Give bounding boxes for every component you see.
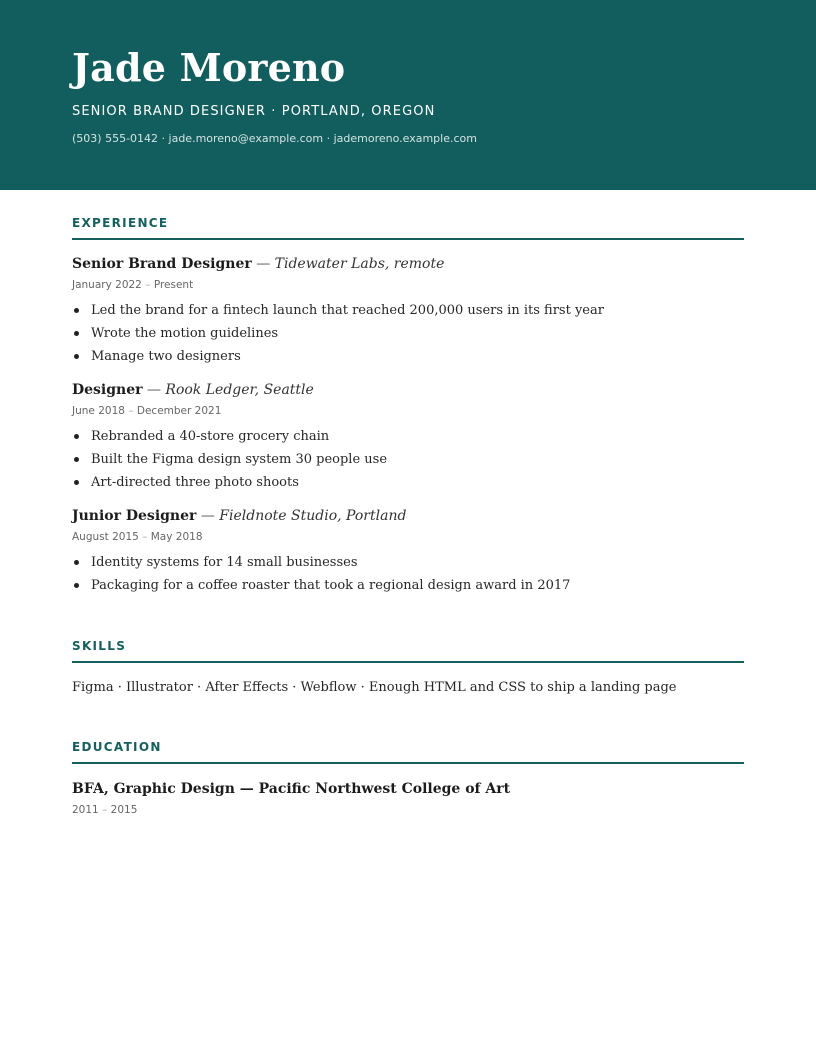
job-heading (72, 506, 744, 526)
section-title-experience: EXPERIENCE (72, 215, 744, 240)
bullet-text: Rebranded a 40-store grocery chain (91, 429, 330, 444)
bullet-item (72, 471, 744, 494)
bullet-text: Led the brand for a fintech launch that reached 200,000 users in its first year (91, 303, 604, 318)
date-start: 2011 (72, 804, 99, 816)
job-bullets (72, 425, 744, 494)
bullet-text: Packaging for a coffee roaster that took a regional design award in 2017 (91, 578, 571, 593)
resume-body (0, 215, 816, 818)
date-separator: – (142, 531, 148, 543)
resume-header (0, 0, 816, 190)
date-separator: – (102, 804, 108, 816)
job-bullets (72, 551, 744, 597)
bullet-dot (74, 308, 79, 313)
em-dash: — (200, 508, 215, 524)
job-title: Senior Brand Designer (72, 256, 252, 272)
section-title-skills: SKILLS (72, 638, 744, 663)
date-separator: – (128, 405, 134, 417)
bullet-item (72, 448, 744, 471)
bullet-dot (74, 560, 79, 565)
job-heading (72, 254, 744, 274)
bullet-item (72, 322, 744, 345)
experience-section (72, 215, 744, 597)
bullet-item (72, 299, 744, 322)
contact-line: (503) 555-0142 · jade.moreno@example.com · jademoreno.example.com (72, 132, 477, 145)
skills-list: Figma · Illustrator · After Effects · Webflow · Enough HTML and CSS to ship a landing page (72, 680, 677, 695)
skills-section (72, 638, 744, 698)
bullet-item (72, 425, 744, 448)
bullet-dot (74, 583, 79, 588)
bullet-text: Built the Figma design system 30 people use (91, 452, 388, 467)
bullet-item (72, 345, 744, 368)
bullet-dot (74, 331, 79, 336)
candidate-name: Jade Moreno (72, 45, 346, 90)
bullet-dot (74, 457, 79, 462)
job-dates (72, 403, 744, 419)
headline: SENIOR BRAND DESIGNER · PORTLAND, OREGON (72, 104, 436, 119)
bullet-dot (74, 434, 79, 439)
job-entry (72, 506, 744, 597)
date-end: December 2021 (136, 405, 222, 417)
em-dash: — (256, 256, 271, 272)
bullet-item (72, 551, 744, 574)
bullet-text: Wrote the motion guidelines (91, 326, 279, 341)
date-start: January 2022 (72, 279, 142, 291)
bullet-text: Manage two designers (91, 349, 241, 364)
job-entry (72, 380, 744, 494)
job-company: Fieldnote Studio, Portland (219, 508, 407, 524)
date-start: August 2015 (72, 531, 139, 543)
date-separator: – (145, 279, 151, 291)
job-bullets (72, 299, 744, 368)
bullet-text: Identity systems for 14 small businesses (91, 555, 358, 570)
bullet-text: Art-directed three photo shoots (91, 475, 299, 490)
job-title: Designer (72, 382, 143, 398)
em-dash: — (146, 382, 161, 398)
job-title: Junior Designer (72, 508, 197, 524)
date-end: May 2018 (150, 531, 203, 543)
date-end: 2015 (110, 804, 138, 816)
bullet-dot (74, 480, 79, 485)
job-dates (72, 529, 744, 545)
job-entry (72, 254, 744, 368)
section-title-education: EDUCATION (72, 739, 744, 764)
bullet-item (72, 574, 744, 597)
job-dates (72, 277, 744, 293)
job-company: Rook Ledger, Seattle (165, 382, 314, 398)
date-start: June 2018 (72, 405, 125, 417)
degree-line: BFA, Graphic Design — Pacific Northwest College of Art (72, 781, 511, 797)
education-dates (72, 802, 744, 818)
job-company: Tidewater Labs, remote (274, 256, 445, 272)
bullet-dot (74, 354, 79, 359)
education-section (72, 739, 744, 818)
job-heading (72, 380, 744, 400)
date-end: Present (153, 279, 194, 291)
